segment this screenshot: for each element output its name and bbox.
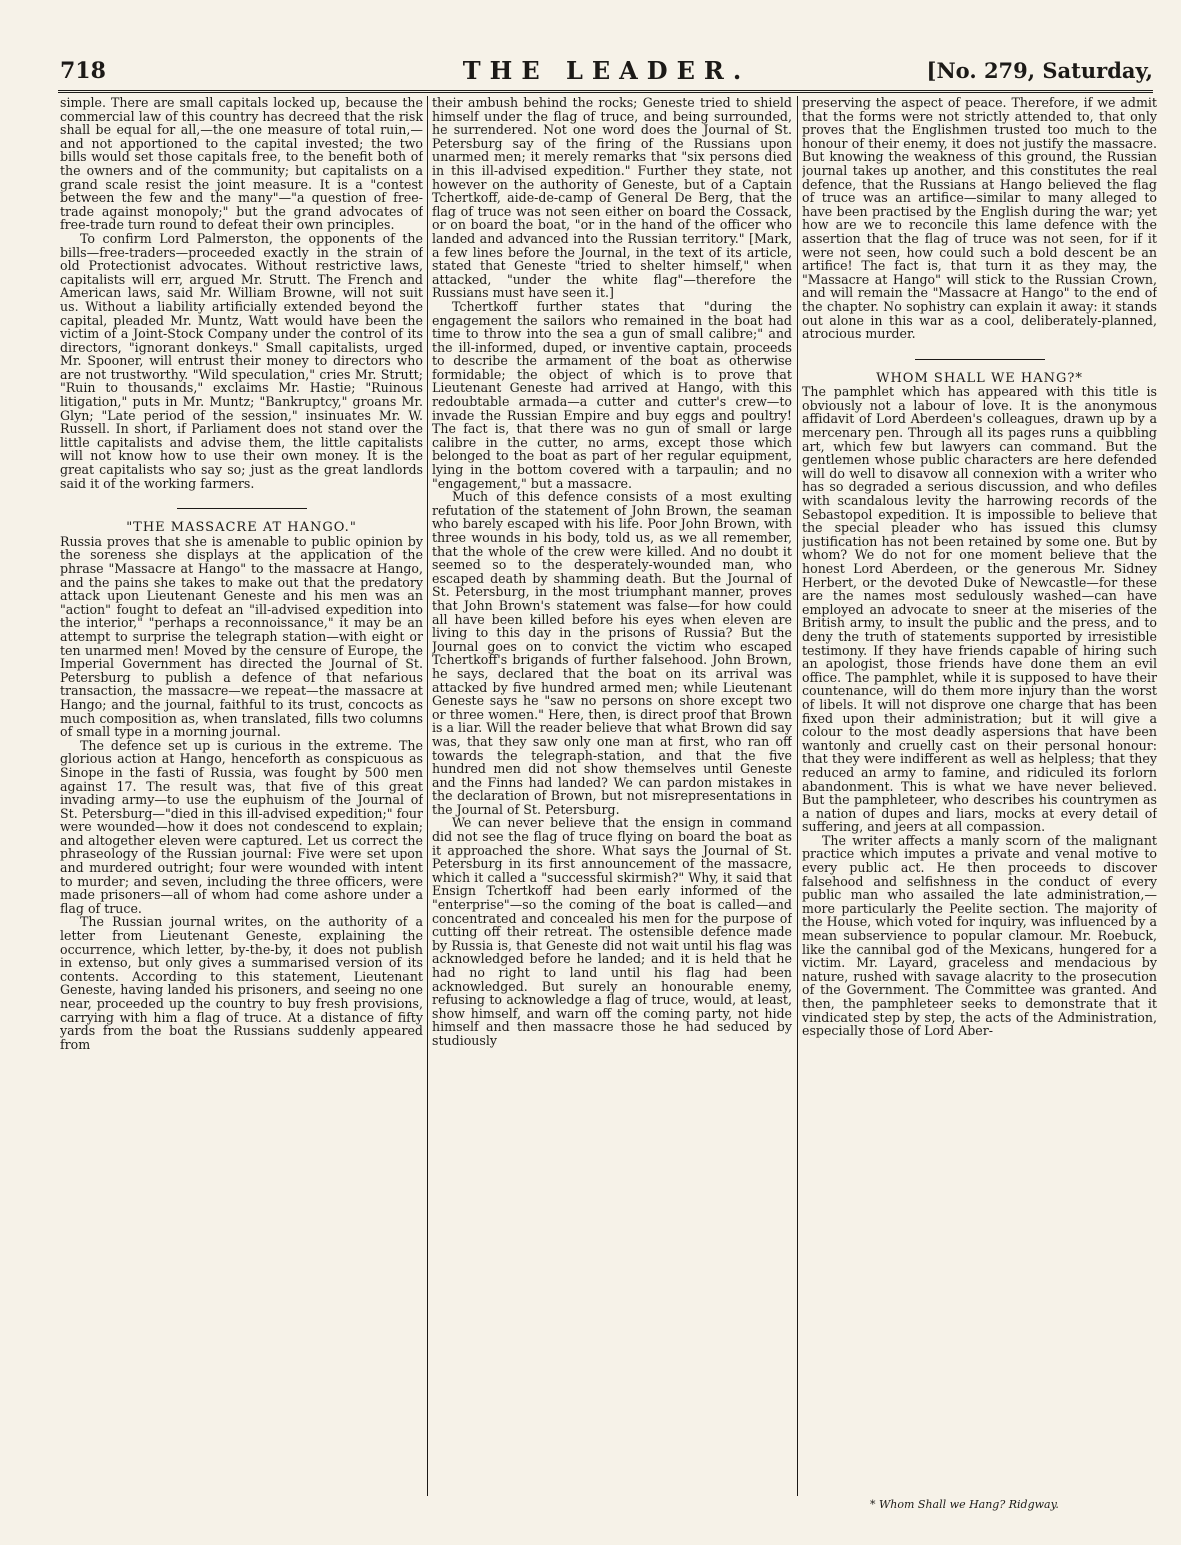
paragraph: To confirm Lord Palmerston, the opponents of the bills—free-traders—proceeded exactly in the strain of old Protectionist advocates. Without restrictive laws, capitalists will err, argued Mr. Strutt. The French and American laws, said Mr. William Browne, will not suit us. Without a liability artificially extended beyond the capital, pleaded Mr. Muntz, Watt would have been the victim of a Joint-Stock Company under the control of its directors, "ignorant donkeys." Small capitalists, urged Mr. Spooner, will entrust their money to directors who are not trustworthy. "Wild speculation," cries Mr. Strutt; "Ruin to thousands," exclaims Mr. Hastie; "Ruinous litigation," puts in Mr. Muntz; "Bankruptcy," groans Mr. Glyn; "Late period of the session," insinuates Mr. W. Russell. In short, if Parliament does not stand over the little capitalists and advise them, the little capitalists will not know how to use their own money. It is the great capitalists who say so; just as the great landlords said it of the working farmers. bbox=[60, 230, 423, 491]
column-1 bbox=[60, 96, 423, 1496]
paragraph: Russia proves that she is amenable to public opinion by the soreness she displays at the application of the phrase "Massacre at Hango" to the massacre at Hango, and the pains she takes to make out that the predatory attack upon Lieutenant Geneste and his men was an "action" fought to defeat an "ill-advised expedition into the interior," "perhaps a reconnoissance," it may be an attempt to surprise the telegraph station—with eight or ten unarmed men! Moved by the censure of Europe, the Imperial Government has directed the Journal of St. Petersburg to publish a defence of that nefarious transaction, the massacre—we repeat—the massacre at Hango; and the journal, faithful to its trust, concocts as much composition as, when translated, fills two columns of small type in a morning journal. bbox=[60, 533, 423, 740]
article-heading: WHOM SHALL WE HANG?* bbox=[876, 370, 1083, 386]
column-2 bbox=[432, 96, 792, 1496]
header-rule bbox=[58, 90, 1153, 93]
footnote: * Whom Shall we Hang? Ridgway. bbox=[870, 1498, 1059, 1511]
section-separator bbox=[177, 508, 307, 509]
paragraph: The Russian journal writes, on the authority of a letter from Lieutenant Geneste, explaining the occurrence, which letter, by-the-by, it does not publish in extenso, but only gives a summarised version of its contents. According to this statement, Lieutenant Geneste, having landed his prisoners, and seeing no one near, proceeded up the country to buy fresh provisions, carrying with him a flag of truce. At a distance of fifty yards from the boat the Russians suddenly appeared from bbox=[60, 914, 423, 1052]
paragraph: The pamphlet which has appeared with this title is obviously not a labour of love. It is the anonymous affidavit of Lord Aberdeen's colleagues, drawn up by a mercenary pen. Through all its pages runs a quibbling art, which few but lawyers can command. But the gentlemen whose public characters are here defended will do well to disavow all connexion with a writer who has so degraded a serious discussion, and who defiles with scandalous levity the harrowing records of the Sebastopol expedition. It is impossible to believe that the special pleader who has issued this clumsy justification has not been retained by some one. But by whom? We do not for one moment believe that the honest Lord Aberdeen, or the generous Mr. Sidney Herbert, or the devoted Duke of Newcastle—for these are the names most sedulously washed—can have employed an advocate to sneer at the miseries of the British army, to insult the public and the press, and to deny the truth of statements supported by irresistible testimony. If they have friends capable of hiring such an apologist, those friends have done them an evil office. The pamphlet, while it is supposed to have their countenance, will do them more injury than the worst of libels. It will not disprove one charge that has been fixed upon their administration; but it will give a colour to the most deadly aspersions that have been wantonly and cruelly cast on their personal honour: that they were indifferent as well as helpless; that they reduced an army to famine, and ridiculed its forlorn abandonment. This is what we have never believed. But the pamphleteer, who describes his countrymen as a nation of dupes and liars, mocks at every detail of suffering, and jeers at all compassion. bbox=[802, 384, 1157, 835]
page-header bbox=[60, 52, 1153, 86]
article-heading: "THE MASSACRE AT HANGO." bbox=[126, 520, 357, 536]
issue-info: [No. 279, Saturday, bbox=[926, 58, 1153, 83]
paragraph: The defence set up is curious in the extreme. The glorious action at Hango, henceforth as conspicuous as Sinope in the fasti of Russia, was fought by 500 men against 17. The result was, that five of this great invading army—to use the euphuism of the Journal of St. Petersburg—"died in this ill-advised expedition;" four were wounded—how it does not condescend to explain; and altogether eleven were captured. Let us correct the phraseology of the Russian journal: Five were set upon and murdered outright; four were wounded with intent to murder; and seven, including the three officers, were made prisoners—all of whom had come ashore under a flag of truce. bbox=[60, 737, 423, 916]
paragraph: their ambush behind the rocks; Geneste tried to shield himself under the flag of truce, and being surrounded, he surrendered. Not one word does the Journal of St. Petersburg say of the firing of the Russians upon unarmed men; it merely remarks that "six persons died in this ill-advised expedition." Further they state, not however on the authority of Geneste, but of a Captain Tchertkoff, aide-de-camp of General De Berg, that the flag of truce was not seen either on board the Cossack, or on board the boat, "or in the hand of the officer who landed and advanced into the Russian territory." [Mark, a few lines before the Journal, in the text of its article, stated that Geneste "tried to shelter himself," when attacked, "under the white flag"—therefore the Russians must have seen it.] bbox=[432, 96, 792, 301]
page-number: 718 bbox=[60, 58, 106, 84]
paragraph: preserving the aspect of peace. Therefore, if we admit that the forms were not strictly attended to, that only proves that the Englishmen trusted too much to the honour of their enemy, it does not justify the massacre. But knowing the weakness of this ground, the Russian journal takes up another, and this constitutes the real defence, that the Russians at Hango believed the flag of truce was an artifice—similar to many alleged to have been practised by the English during the war; yet how are we to reconcile this lame defence with the assertion that the flag of truce was not seen, for if it were not seen, how could such a bold descent be an artifice! The fact is, that turn it as they may, the "Massacre at Hango" will stick to the Russian Crown, and will remain the "Massacre at Hango" to the end of the chapter. No sophistry can explain it away: it stands out alone in this war as a cool, deliberately-planned, atrocious murder. bbox=[802, 96, 1157, 342]
section-separator bbox=[915, 359, 1045, 360]
masthead-title: THE LEADER. bbox=[462, 56, 751, 85]
paragraph: simple. There are small capitals locked up, because the commercial law of this country has decreed that the risk shall be equal for all,—the one measure of total ruin,—and not apportioned to the capital invested; the two bills would set those capitals free, to the benefit both of the owners and of the community; but capitalists on a grand scale resist the joint measure. It is a "contest between the few and the many"—"a question of free-trade against monopoly;" but the grand advocates of free-trade turn round to defeat their own principles. bbox=[60, 96, 423, 233]
paragraph: We can never believe that the ensign in command did not see the flag of truce flying on board the boat as it approached the shore. What says the Journal of St. Petersburg in its first announcement of the massacre, which it called a "successful skirmish?" Why, it said that Ensign Tchertkoff had been early informed of the "enterprise"—so the coming of the boat is called—and concentrated and concealed his men for the purpose of cutting off their retreat. The ostensible defence made by Russia is, that Geneste did not wait until his flag was acknowledged before he landed; and it is held that he had no right to land until his flag had been acknowledged. But surely an honourable enemy, refusing to acknowledge a flag of truce, would, at least, show himself, and warn off the coming party, not hide himself and then massacre those he had seduced by studiously bbox=[432, 815, 792, 1048]
paragraph: Much of this defence consists of a most exulting refutation of the statement of John Brown, the seaman who barely escaped with his life. Poor John Brown, with three wounds in his body, told us, as we all remember, that the whole of the crew were killed. And no doubt it seemed so to the desperately-wounded man, who escaped death by shamming death. But the Journal of St. Petersburg, in the most triumphant manner, proves that John Brown's statement was false—for how could all have been killed before his eyes when eleven are living to this day in the prisons of Russia? But the Journal goes on to convict the victim who escaped Tchertkoff's brigands of further falsehood. John Brown, he says, declared that the boat on its arrival was attacked by five hundred armed men; while Lieutenant Geneste says he "saw no persons on shore except two or three women." Here, then, is direct proof that Brown is a liar. Will the reader believe that what Brown did say was, that they saw only one man at first, who ran off towards the telegraph-station, and that the five hundred men did not show themselves until Geneste and the Finns had landed? We can pardon mistakes in the declaration of Brown, but not misrepresentations in the Journal of St. Petersburg. bbox=[432, 489, 792, 817]
paragraph: Tchertkoff further states that "during the engagement the sailors who remained in the boat had time to throw into the sea a gun of small calibre;" and the ill-informed, duped, or inventive captain, proceeds to describe the armament of the boat as otherwise formidable; the object of which is to prove that Lieutenant Geneste had arrived at Hango, with this redoubtable armada—a cutter and cutter's crew—to invade the Russian Empire and buy eggs and poultry! The fact is, that there was no gun of small or large calibre in the cutter, no arms, except those which belonged to the boat as part of her regular equipment, lying in the bottom covered with a tarpaulin; and no "engagement," but a massacre. bbox=[432, 298, 792, 491]
column-divider bbox=[427, 96, 428, 1496]
column-divider bbox=[797, 96, 798, 1496]
column-3 bbox=[802, 96, 1157, 1496]
paragraph: The writer affects a manly scorn of the malignant practice which imputes a private and venal motive to every public act. He then proceeds to discover falsehood and selfishness in the conduct of every public man who assailed the late administration,—more particularly the Peelite section. The majority of the House, which voted for inquiry, was influenced by a mean subservience to popular clamour. Mr. Roebuck, like the cannibal god of the Mexicans, hungered for a victim. Mr. Layard, graceless and mendacious by nature, rushed with savage alacrity to the prosecution of the Government. The Committee was granted. And then, the pamphleteer seeks to demonstrate that it vindicated step by step, the acts of the Administration, especially those of Lord Aber- bbox=[802, 832, 1157, 1039]
